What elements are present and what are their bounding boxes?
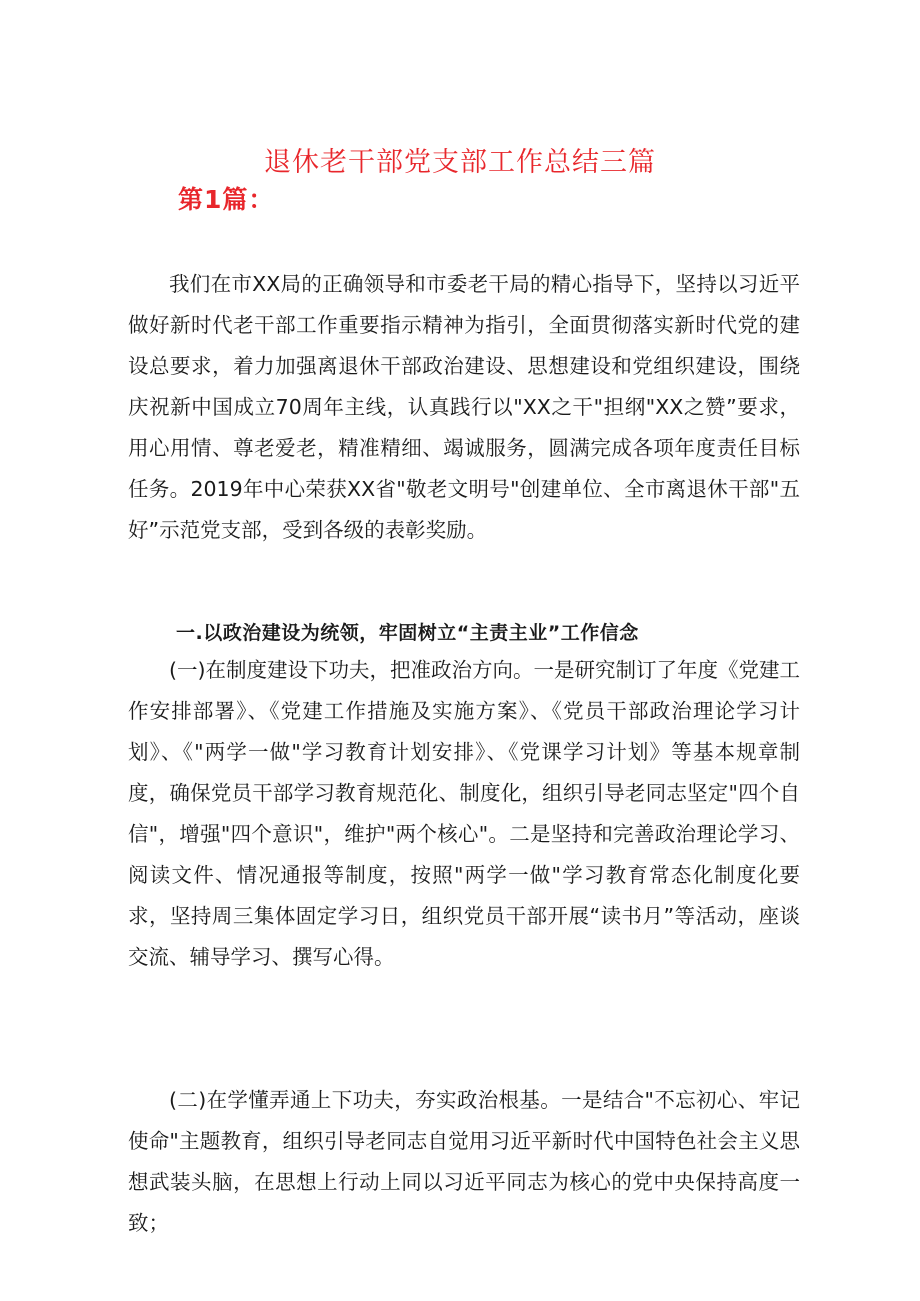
section-heading: 一.以政治建设为统领，牢固树立“主责主业”工作信念	[176, 622, 639, 644]
paragraph-section-1-1: (一)在制度建设下功夫，把准政治方向。一是研究制订了年度《党建工作安排部署》、《党建工作措施及实施方案》、《党员干部政治理论学习计划》、《"两学一做"学习教育计划安排》、《党课学习计划》等基本规章制度，确保党员干部学习教育规范化、制度化，组织引导老同志坚定"四个自信"，增强"四个意识"，维护"两个核心"。二是坚持和完善政治理论学习、阅读文件、情况通报等制度，按照"两学一做"学习教育常态化制度化要求，坚持周三集体固定学习日，组织党员干部开展“读书月”等活动，座谈交流、辅导学习、撰写心得。	[128, 658, 800, 969]
intro-paragraph: 我们在市XX局的正确领导和市委老干局的精心指导下，坚持以习近平做好新时代老干部工作重要指示精神为指引，全面贯彻落实新时代党的建设总要求，着力加强离退休干部政治建设、思想建设和党组织建设，围绕庆祝新中国成立70周年主线，认真践行以"XX之干"担纲"XX之赞”要求，用心用情、尊老爱老，精准精细、竭诚服务，圆满完成各项年度责任目标任务。2019年中心荣获XX省"敬老文明号"创建单位、全市离退休干部"五好”示范党支部，受到各级的表彰奖励。	[128, 272, 800, 542]
document-title: 退休老干部党支部工作总结三篇	[264, 147, 656, 178]
part-heading: 第1篇：	[178, 185, 275, 214]
paragraph-section-1-2: (二)在学懂弄通上下功夫，夯实政治根基。一是结合"不忘初心、牢记使命"主题教育，组织引导老同志自觉用习近平新时代中国特色社会主义思想武装头脑，在思想上行动上同以习近平同志为核心的党中央保持高度一致；	[128, 1088, 800, 1235]
